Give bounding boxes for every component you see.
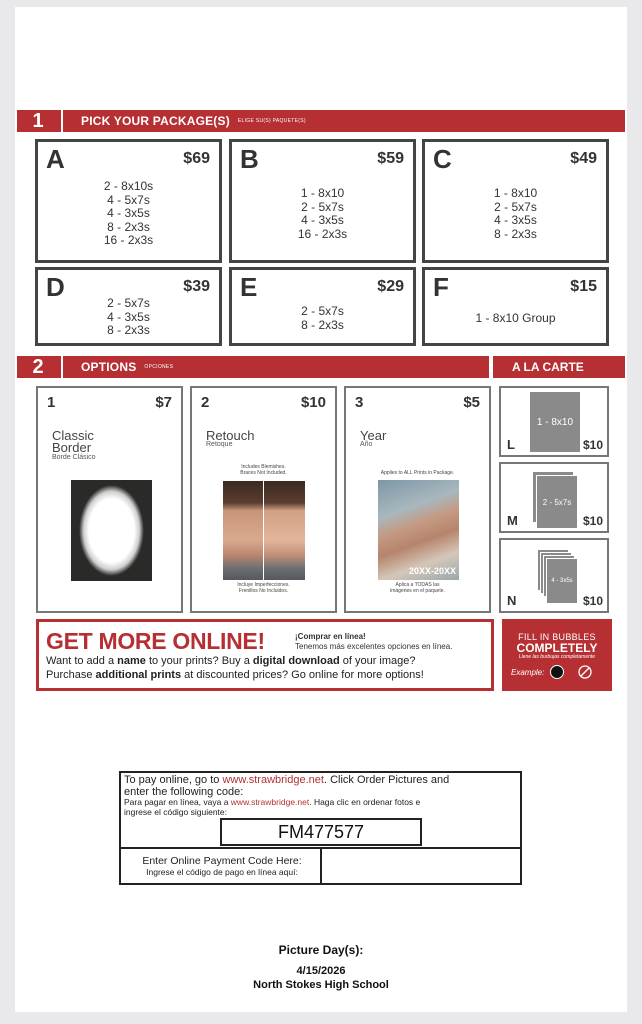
package-item: 1 - 8x10: [300, 186, 345, 200]
alacarte-m[interactable]: [499, 462, 609, 533]
option-note: Incluye Imperfecciones.: [237, 582, 290, 588]
package-item: 16 - 2x3s: [297, 226, 348, 241]
picture-day-info: [0, 943, 642, 992]
alacarte-letter: M: [507, 513, 518, 528]
section2-subtitle: OPCIONES: [144, 364, 174, 370]
alacarte-l[interactable]: [499, 386, 609, 457]
package-letter: D: [46, 272, 65, 302]
package-item: 1 - 8x10: [493, 186, 538, 200]
payment-url-link[interactable]: www.strawbridge.net: [222, 774, 324, 786]
filled-bubble-icon: [550, 665, 564, 679]
option-price: $10: [300, 394, 326, 411]
package-price: $69: [183, 150, 210, 167]
option-note: Braces Not Included.: [240, 470, 287, 476]
online-promo-box: [36, 619, 494, 691]
package-price: $15: [570, 278, 597, 295]
option-note: imágenes en el paquete.: [390, 588, 445, 594]
option-name: Classic: [52, 428, 94, 443]
package-item: 8 - 2x3s: [107, 323, 150, 337]
package-price: $59: [377, 150, 404, 167]
enter-code-label-es: Ingrese el código de pago en línea aquí:: [146, 867, 298, 877]
option-note: Includes Blemishes.: [241, 464, 286, 470]
alacarte-title: A LA CARTE: [512, 360, 584, 374]
picture-day-date: 4/15/2026: [296, 965, 346, 977]
option-name: Retouch: [206, 428, 255, 443]
alacarte-header: [493, 356, 625, 378]
payment-line2: enter the following code:: [124, 786, 244, 798]
package-item: 2 - 5x7s: [301, 199, 344, 214]
option-note: Applies to ALL Prints in Package.: [380, 470, 455, 476]
print-5x7-thumbnail: 2 - 5x7s: [536, 475, 578, 529]
package-letter: F: [433, 272, 449, 302]
package-letter: A: [46, 144, 65, 174]
online-text-line2: Purchase additional prints at discounted prices? Go online for more options!: [46, 668, 424, 681]
online-es-line2: Tenemos más excelentes opciones en línea.: [295, 642, 453, 651]
option-name: Year: [360, 428, 387, 443]
divider: [61, 356, 63, 378]
online-es-line1: ¡Comprar en línea!: [295, 632, 366, 641]
package-item: 4 - 3x5s: [107, 206, 150, 220]
payment-es-line1: Para pagar en línea, vaya a www.strawbridge.net. Haga clic en ordenar fotos e: [124, 797, 421, 807]
fill-bubbles-box: [502, 619, 612, 691]
option-classic-border[interactable]: [36, 386, 183, 613]
alacarte-letter: L: [507, 437, 515, 452]
package-b[interactable]: [229, 139, 416, 263]
online-headline: GET MORE ONLINE!: [46, 628, 265, 654]
section1-number: 1: [32, 109, 44, 132]
option-spanish: Borde Clásico: [52, 454, 96, 461]
package-item: 2 - 8x10s: [103, 179, 154, 193]
payment-es-line2: ingrese el código siguiente:: [124, 807, 228, 817]
bubbles-spanish: Llene las burbujas completamente: [518, 654, 596, 660]
package-item: 2 - 5x7s: [301, 304, 344, 318]
package-d[interactable]: [35, 267, 222, 346]
year-sample-image: [378, 480, 459, 580]
no-symbol-icon: [578, 665, 592, 679]
package-letter: C: [433, 144, 452, 174]
divider: [61, 110, 63, 132]
print-8x10-thumbnail: 1 - 8x10: [530, 392, 580, 452]
option-retouch[interactable]: [190, 386, 337, 613]
option-number: 1: [47, 394, 56, 411]
payment-box: [119, 771, 522, 885]
year-overlay-text: 20XX-20XX: [408, 566, 456, 576]
retouch-after-image: [264, 481, 305, 580]
package-c[interactable]: [422, 139, 609, 263]
package-item: 1 - 8x10 Group: [475, 311, 556, 325]
package-item: 4 - 5x7s: [107, 192, 150, 207]
section2-header: [17, 356, 489, 378]
payment-divider-vertical: [320, 847, 322, 885]
payment-code-input[interactable]: [324, 851, 522, 883]
school-name: North Stokes High School: [253, 979, 389, 991]
package-letter: E: [240, 272, 258, 302]
option-year[interactable]: [344, 386, 491, 613]
section2-title: OPTIONS: [81, 360, 137, 374]
package-item: 8 - 2x3s: [494, 226, 537, 241]
package-item: 16 - 2x3s: [103, 233, 154, 247]
package-item: 4 - 3x5s: [301, 213, 344, 227]
option-number: 2: [201, 394, 210, 411]
package-e[interactable]: [229, 267, 416, 346]
bubbles-line1: FILL IN BUBBLES: [518, 632, 596, 642]
package-price: $39: [183, 278, 210, 295]
package-item: 4 - 3x5s: [107, 309, 150, 324]
enter-code-label: Enter Online Payment Code Here:: [142, 855, 302, 867]
print-3x5-thumbnail: 4 - 3x5s: [546, 558, 578, 604]
option-spanish: Retoque: [206, 441, 233, 448]
picture-day-label: Picture Day(s):: [278, 943, 364, 957]
alacarte-price: $10: [582, 594, 603, 608]
bubbles-line2: COMPLETELY: [516, 641, 598, 655]
alacarte-letter: N: [507, 593, 517, 608]
section2-number: 2: [32, 355, 44, 378]
package-item: 2 - 5x7s: [107, 296, 150, 310]
payment-line1: To pay online, go to www.strawbridge.net. Click Order Pictures and: [124, 774, 450, 786]
option-note: Aplica a TODAS las: [395, 582, 440, 588]
section1-subtitle: ELIGE SU(S) PAQUETE(S): [237, 118, 306, 124]
retouch-before-image: [223, 481, 263, 580]
payment-code: FM477577: [220, 818, 422, 846]
package-f[interactable]: [422, 267, 609, 346]
section1-title: PICK YOUR PACKAGE(S): [81, 114, 230, 128]
option-name: Border: [52, 440, 92, 455]
bubbles-example-label: Example:: [511, 667, 545, 677]
package-a[interactable]: [35, 139, 222, 263]
package-item: 8 - 2x3s: [107, 219, 150, 234]
package-price: $29: [377, 278, 404, 295]
option-price: $7: [155, 394, 172, 411]
option-price: $5: [463, 394, 480, 411]
alacarte-price: $10: [582, 438, 603, 452]
alacarte-n[interactable]: [499, 538, 609, 613]
package-letter: B: [240, 144, 259, 174]
option-number: 3: [355, 394, 364, 411]
section1-header: [17, 110, 625, 132]
payment-url-link-es[interactable]: www.strawbridge.net: [230, 797, 310, 807]
border-sample-image: [71, 480, 152, 581]
option-note: Frenillos No Incluidos.: [238, 588, 289, 594]
package-item: 8 - 2x3s: [301, 317, 344, 332]
alacarte-price: $10: [582, 514, 603, 528]
option-spanish: Año: [360, 441, 373, 448]
package-item: 4 - 3x5s: [494, 213, 537, 227]
package-price: $49: [570, 150, 597, 167]
package-item: 2 - 5x7s: [494, 199, 537, 214]
online-text-line1: Want to add a name to your prints? Buy a digital download of your image?: [46, 655, 416, 667]
